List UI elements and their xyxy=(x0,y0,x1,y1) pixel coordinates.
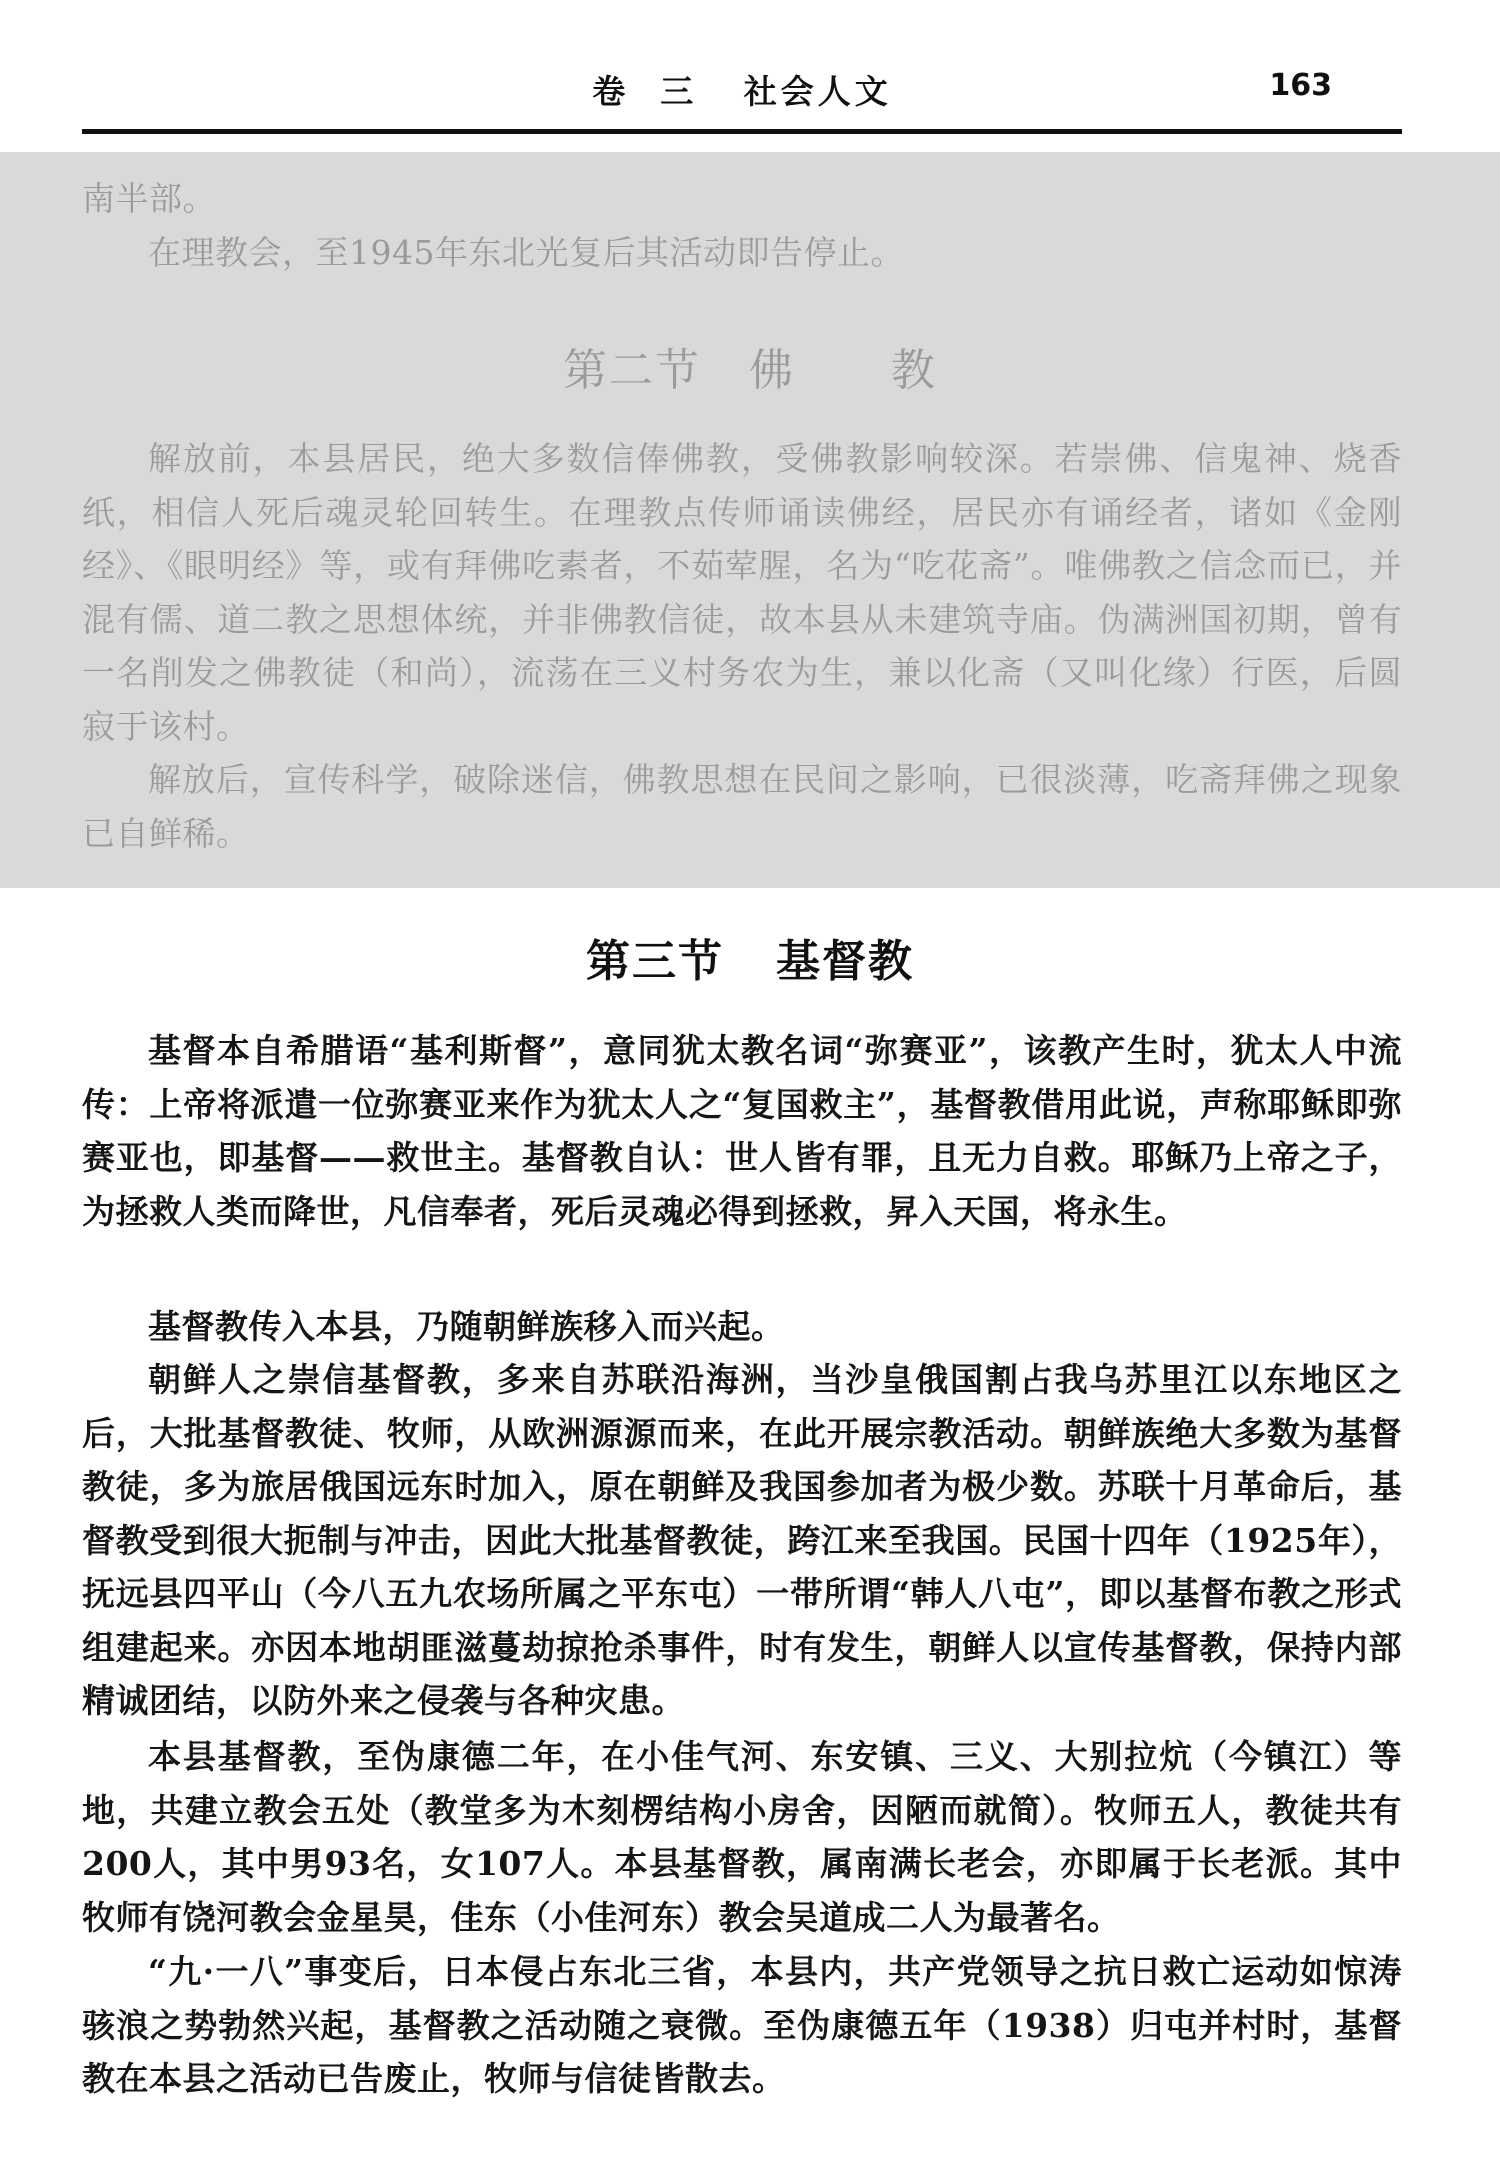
faded-paragraph: 解放前，本县居民，绝大多数信俸佛教，受佛教影响较深。若崇佛、信鬼神、烧香纸，相信人死后魂灵轮回转生。在理教点传师诵读佛经，居民亦有诵经者，诸如《金刚经》、《眼明经》等，或有拜佛吃素者，不茹荤腥，名为“吃花斋”。唯佛教之信念而已，并混有儒、道二教之思想体统，并非佛教信徒，故本县从未建筑寺庙。伪满洲国初期，曾有一名削发之佛教徒（和尚），流荡在三义村务农为生，兼以化斋（又叫化缘）行医，后圆寂于该村。 xyxy=(82,439,1402,746)
page-number: 163 xyxy=(1269,68,1332,103)
body-paragraph: 基督本自希腊语“基利斯督”，意同犹太教名词“弥赛亚”，该教产生时，犹太人中流传：上帝将派遣一位弥赛亚来作为犹太人之“复国救主”，基督教借用此说，声称耶稣即弥赛亚也，即基督——救世主。基督教自认：世人皆有罪，且无力自救。耶稣乃上帝之子，为拯救人类而降世，凡信奉者，死后灵魂必得到拯救，昇入天国，将永生。 xyxy=(82,1031,1402,1231)
faded-paragraph: 在理教会，至1945年东北光复后其活动即告停止。 xyxy=(148,233,904,272)
body-paragraph: 基督教传入本县，乃随朝鲜族移入而兴起。 xyxy=(148,1307,785,1346)
body-paragraph: 本县基督教，至伪康德二年，在小佳气河、东安镇、三义、大别拉炕（今镇江）等地，共建立教会五处（教堂多为木刻楞结构小房舍，因陋而就简）。牧师五人，教徒共有200人，其中男93名，女107人。本县基督教，属南满长老会，亦即属于长老派。其中牧师有饶河教会金星昊，佳东（小佳河东）教会吴道成二人为最著名。 xyxy=(82,1737,1402,1937)
header-rule xyxy=(82,129,1402,134)
faded-paragraph: 南半部。 xyxy=(82,179,216,218)
running-header xyxy=(82,58,1402,118)
section-heading-buddhism: 第二节 佛 教 xyxy=(563,345,937,396)
body-paragraph: “九·一八”事变后，日本侵占东北三省，本县内，共产党领导之抗日救亡运动如惊涛骇浪之势勃然兴起，基督教之活动随之衰微。至伪康德五年（1938）归屯并村时，基督教在本县之活动已告废止，牧师与信徒皆散去。 xyxy=(82,1952,1402,2098)
faded-section xyxy=(0,152,1500,888)
body-paragraph: 朝鲜人之崇信基督教，多来自苏联沿海洲，当沙皇俄国割占我乌苏里江以东地区之后，大批基督教徒、牧师，从欧洲源源而来，在此开展宗教活动。朝鲜族绝大多数为基督教徒，多为旅居俄国远东时加入，原在朝鲜及我国参加者为极少数。苏联十月革命后，基督教受到很大扼制与冲击，因此大批基督教徒，跨江来至我国。民国十四年（1925年），抚远县四平山（今八五九农场所属之平东屯）一带所谓“韩人八屯”，即以基督布教之形式组建起来。亦因本地胡匪滋蔓劫掠抢杀事件，时有发生，朝鲜人以宣传基督教，保持内部精诚团结，以防外来之侵袭与各种灾患。 xyxy=(82,1360,1402,1720)
faded-paragraph: 解放后，宣传科学，破除迷信，佛教思想在民间之影响，已很淡薄，吃斋拜佛之现象已自鲜稀。 xyxy=(82,760,1402,853)
running-header-title: 卷 三 社会人文 xyxy=(592,72,892,111)
section-heading-christianity: 第三节 基督教 xyxy=(586,936,914,987)
